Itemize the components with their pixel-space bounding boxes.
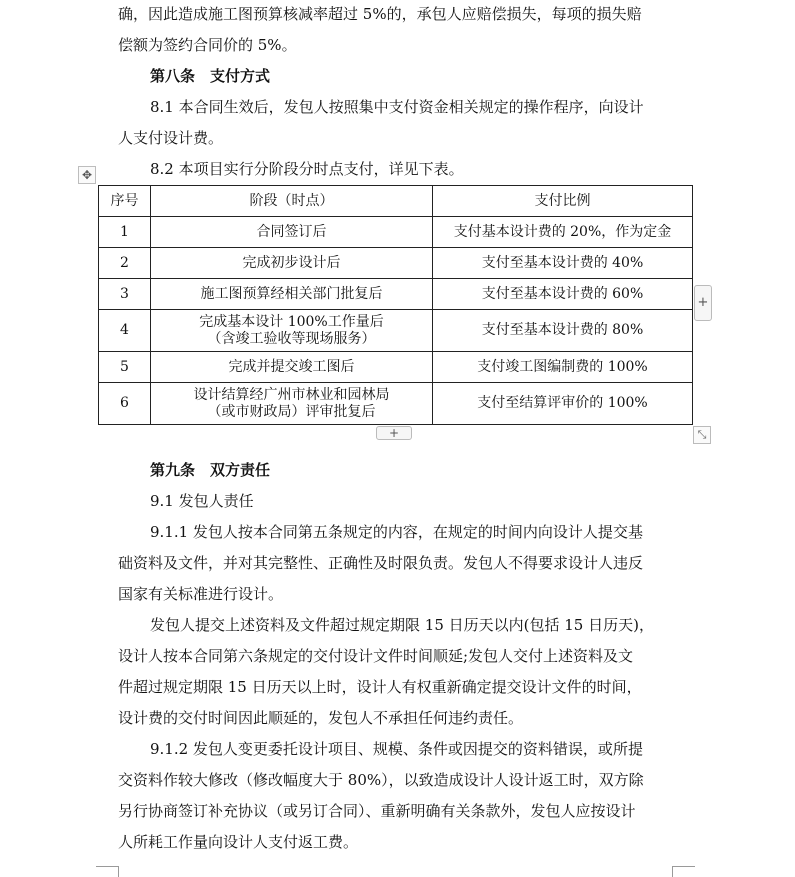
cell-no[interactable]: 6 xyxy=(99,383,151,425)
cell-stage[interactable] xyxy=(151,383,433,425)
paragraph-line: 件超过规定期限 15 日历天以上时，设计人有权重新确定提交设计文件的时间， xyxy=(118,678,642,696)
table-row xyxy=(99,248,693,279)
payment-table xyxy=(98,185,693,425)
cell-no[interactable]: 5 xyxy=(99,352,151,383)
paragraph-line: 础资料及文件，并对其完整性、正确性及时限负责。发包人不得要求设计人违反 xyxy=(118,554,644,572)
header-cell-stage: 阶段（时点） xyxy=(151,186,433,217)
cell-no[interactable]: 1 xyxy=(99,217,151,248)
table-row xyxy=(99,352,693,383)
add-column-plus-icon[interactable]: + xyxy=(694,285,712,321)
cell-stage-line: 设计结算经广州市林业和园林局 xyxy=(193,386,390,403)
cell-ratio[interactable]: 支付竣工图编制费的 100% xyxy=(433,352,693,383)
paragraph-line: 8.2 本项目实行分阶段分时点支付，详见下表。 xyxy=(150,160,464,178)
paragraph-line: 9.1.1 发包人按本合同第五条规定的内容，在规定的时间内向设计人提交基 xyxy=(150,523,643,541)
cell-no[interactable]: 4 xyxy=(99,310,151,352)
paragraph-line: 发包人提交上述资料及文件超过规定期限 15 日历天以内(包括 15 日历天)， xyxy=(150,616,654,634)
cell-ratio[interactable]: 支付至基本设计费的 80% xyxy=(433,310,693,352)
section-heading-8: 第八条 支付方式 xyxy=(150,67,271,85)
cell-stage-line: （含竣工验收等现场服务） xyxy=(207,330,376,347)
cell-no[interactable]: 2 xyxy=(99,248,151,279)
table-row xyxy=(99,383,693,425)
table-row xyxy=(99,310,693,352)
cell-stage[interactable]: 施工图预算经相关部门批复后 xyxy=(151,279,433,310)
paragraph-line: 9.1 发包人责任 xyxy=(150,492,254,510)
table-row xyxy=(99,217,693,248)
page-corner-mark xyxy=(672,866,695,877)
paragraph-line: 国家有关标准进行设计。 xyxy=(118,585,284,603)
paragraph-line: 另行协商签订补充协议（或另订合同）、重新明确有关条款外，发包人应按设计 xyxy=(118,802,636,820)
paragraph-line: 8.1 本合同生效后，发包人按照集中支付资金相关规定的操作程序，向设计 xyxy=(150,98,644,116)
cell-stage-line: （或市财政局）评审批复后 xyxy=(207,403,376,420)
paragraph-line: 设计人按本合同第六条规定的交付设计文件时间顺延;发包人交付上述资料及文 xyxy=(118,647,634,665)
cell-ratio[interactable]: 支付至基本设计费的 60% xyxy=(433,279,693,310)
paragraph-line: 设计费的交付时间因此顺延的，发包人不承担任何违约责任。 xyxy=(118,709,524,727)
table-resize-icon[interactable]: ⤡ xyxy=(693,426,711,444)
header-cell-no: 序号 xyxy=(99,186,151,217)
header-cell-ratio: 支付比例 xyxy=(433,186,693,217)
cell-stage-line: 完成基本设计 100%工作量后 xyxy=(199,313,384,330)
table-move-handle-icon[interactable]: ✥ xyxy=(78,166,96,184)
paragraph-line: 偿额为签约合同价的 5%。 xyxy=(118,36,297,54)
cell-ratio[interactable]: 支付至结算评审价的 100% xyxy=(433,383,693,425)
cell-stage[interactable]: 合同签订后 xyxy=(151,217,433,248)
table-row xyxy=(99,279,693,310)
paragraph-line: 人所耗工作量向设计人支付返工费。 xyxy=(118,833,359,851)
cell-stage[interactable]: 完成并提交竣工图后 xyxy=(151,352,433,383)
paragraph-line: 交资料作较大修改（修改幅度大于 80%），以致造成设计人设计返工时，双方除 xyxy=(118,771,644,789)
paragraph-line: 9.1.2 发包人变更委托设计项目、规模、条件或因提交的资料错误，或所提 xyxy=(150,740,643,758)
table-header-row xyxy=(99,186,693,217)
section-heading-9: 第九条 双方责任 xyxy=(150,461,271,479)
cell-ratio[interactable]: 支付至基本设计费的 40% xyxy=(433,248,693,279)
paragraph-line: 人支付设计费。 xyxy=(118,129,224,147)
paragraph-line: 确，因此造成施工图预算核减率超过 5%的，承包人应赔偿损失，每项的损失赔 xyxy=(118,5,642,23)
cell-ratio[interactable]: 支付基本设计费的 20%，作为定金 xyxy=(433,217,693,248)
cell-stage[interactable] xyxy=(151,310,433,352)
cell-no[interactable]: 3 xyxy=(99,279,151,310)
cell-stage[interactable]: 完成初步设计后 xyxy=(151,248,433,279)
page-corner-mark xyxy=(96,866,119,877)
add-row-plus-icon[interactable]: + xyxy=(376,426,412,440)
